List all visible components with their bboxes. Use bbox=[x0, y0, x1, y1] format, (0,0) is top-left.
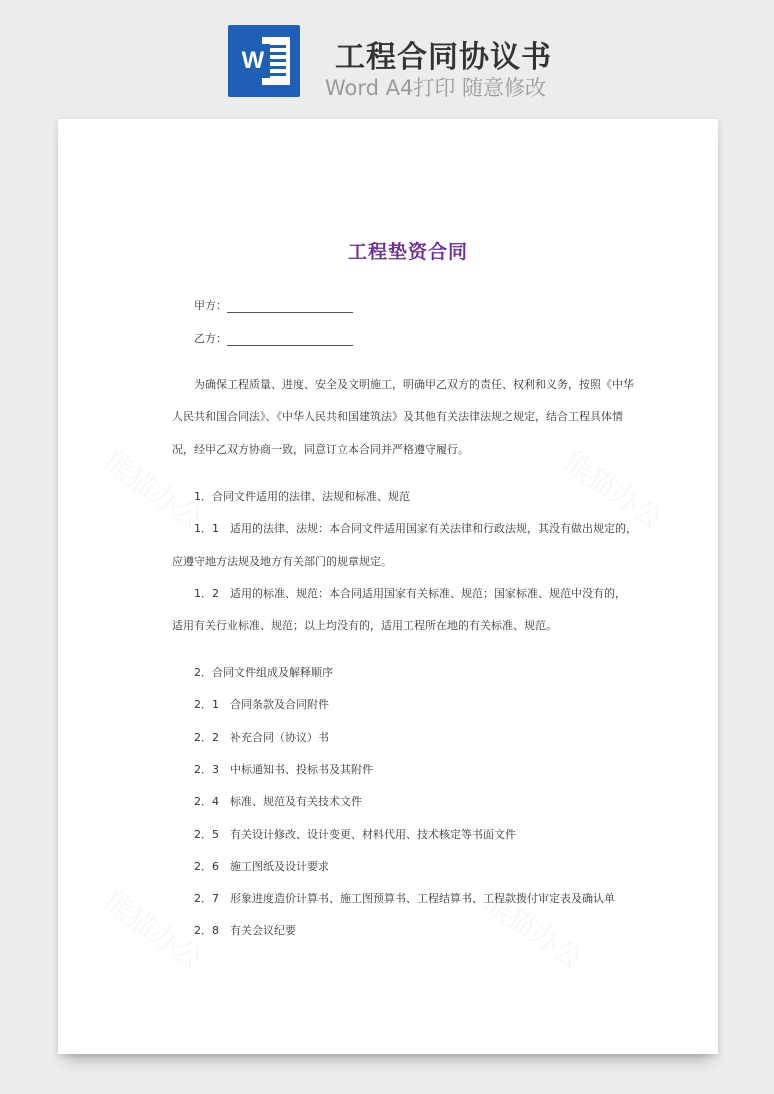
clause-line: 应遵守地方法规及地方有关部门的规章规定。 bbox=[172, 555, 392, 568]
party-a-blank bbox=[227, 302, 353, 313]
section-heading: 1．合同文件适用的法律、法规和标准、规范 bbox=[194, 490, 410, 503]
watermark: 熊猫办公 bbox=[97, 444, 209, 536]
party-a-line bbox=[194, 297, 353, 313]
list-item: 2．1 合同条款及合同附件 bbox=[194, 698, 329, 711]
list-item: 2．3 中标通知书、投标书及其附件 bbox=[194, 763, 373, 776]
section-heading: 2．合同文件组成及解释顺序 bbox=[194, 666, 333, 679]
list-item: 2．2 补充合同（协议）书 bbox=[194, 731, 329, 744]
list-item: 2．8 有关会议纪要 bbox=[194, 924, 296, 937]
watermark: 熊猫办公 bbox=[97, 884, 209, 976]
list-item: 2．4 标准、规范及有关技术文件 bbox=[194, 795, 362, 808]
watermark: 熊猫办公 bbox=[477, 884, 589, 976]
party-b-blank bbox=[227, 335, 353, 346]
clause-line: 1．2 适用的标准、规范：本合同适用国家有关标准、规范；国家标准、规范中没有的， bbox=[194, 587, 626, 600]
clause-line: 1．1 适用的法律、法规：本合同文件适用国家有关法律和行政法规，其没有做出规定的， bbox=[194, 522, 637, 535]
paragraph-line: 况，经甲乙双方协商一致，同意订立本合同并严格遵守履行。 bbox=[172, 443, 469, 456]
list-item: 2．5 有关设计修改、设计变更、材料代用、技术核定等书面文件 bbox=[194, 828, 516, 841]
document-title: 工程垫资合同 bbox=[347, 241, 468, 263]
party-b-label: 乙方： bbox=[194, 332, 227, 345]
paragraph-line: 为确保工程质量、进度、安全及文明施工，明确甲乙双方的责任、权利和义务，按照《中华 bbox=[194, 378, 634, 391]
word-icon bbox=[228, 25, 300, 97]
document-page bbox=[58, 119, 718, 1054]
list-item: 2．7 形象进度造价计算书、施工图预算书、工程结算书、工程款拨付审定表及确认单 bbox=[194, 892, 615, 905]
party-b-line bbox=[194, 330, 353, 346]
header-title: 工程合同协议书 bbox=[335, 40, 552, 75]
header bbox=[0, 0, 774, 112]
clause-line: 适用有关行业标准、规范；以上均没有的，适用工程所在地的有关标准、规范。 bbox=[172, 619, 557, 632]
watermark: 熊猫办公 bbox=[557, 444, 669, 536]
list-item: 2．6 施工图纸及设计要求 bbox=[194, 860, 329, 873]
header-subtitle: Word A4打印 随意修改 bbox=[325, 76, 547, 100]
word-icon-letter: W bbox=[236, 44, 270, 78]
paragraph-line: 人民共和国合同法》、《中华人民共和国建筑法》及其他有关法律法规之规定，结合工程具体情 bbox=[172, 410, 623, 423]
party-a-label: 甲方： bbox=[194, 299, 227, 312]
